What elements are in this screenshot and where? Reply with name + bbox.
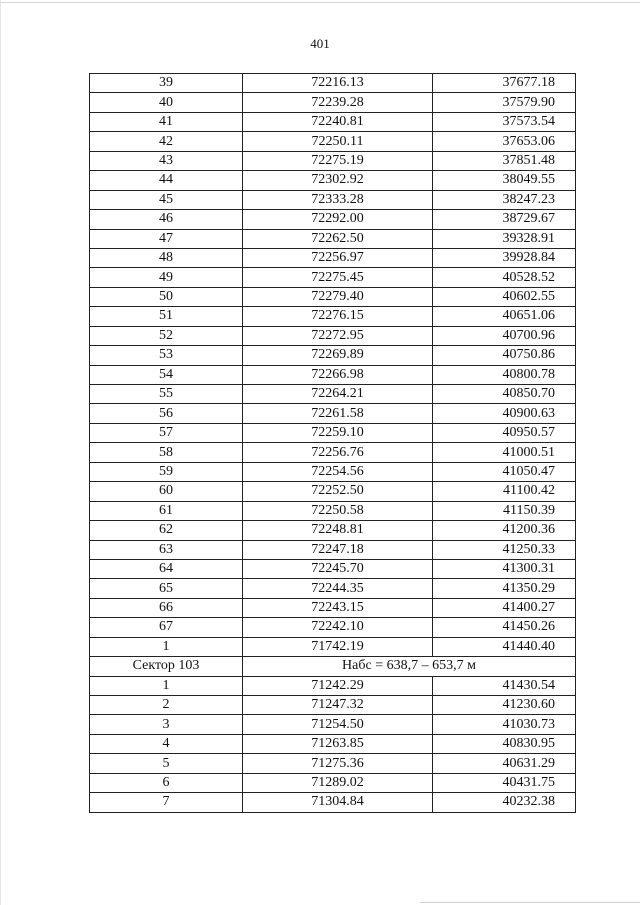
table-row	[90, 404, 576, 423]
point-number-cell: 49	[90, 268, 243, 287]
y-coordinate-cell: 40830.95	[433, 734, 576, 753]
y-coordinate-cell: 37579.90	[433, 93, 576, 112]
scan-bottom-mark	[420, 902, 640, 903]
y-coordinate-cell: 40900.63	[433, 404, 576, 423]
x-coordinate-cell: 72256.97	[243, 248, 433, 267]
table-row	[90, 171, 576, 190]
x-coordinate-cell: 72333.28	[243, 190, 433, 209]
coordinates-table-container	[89, 73, 576, 813]
y-coordinate-cell: 40651.06	[433, 307, 576, 326]
sector-label: Сектор 103	[90, 657, 243, 676]
y-coordinate-cell: 37573.54	[433, 112, 576, 131]
x-coordinate-cell: 72275.19	[243, 151, 433, 170]
x-coordinate-cell: 72269.89	[243, 346, 433, 365]
point-number-cell: 57	[90, 423, 243, 442]
y-coordinate-cell: 41230.60	[433, 696, 576, 715]
y-coordinate-cell: 41250.33	[433, 540, 576, 559]
x-coordinate-cell: 72250.58	[243, 501, 433, 520]
point-number-cell: 45	[90, 190, 243, 209]
point-number-cell: 61	[90, 501, 243, 520]
x-coordinate-cell: 72243.15	[243, 598, 433, 617]
y-coordinate-cell: 40850.70	[433, 385, 576, 404]
table-body-bottom	[90, 676, 576, 812]
point-number-cell: 63	[90, 540, 243, 559]
x-coordinate-cell: 72250.11	[243, 132, 433, 151]
y-coordinate-cell: 38729.67	[433, 210, 576, 229]
y-coordinate-cell: 37677.18	[433, 74, 576, 93]
table-row	[90, 696, 576, 715]
y-coordinate-cell: 41150.39	[433, 501, 576, 520]
x-coordinate-cell: 72240.81	[243, 112, 433, 131]
point-number-cell: 42	[90, 132, 243, 151]
table-row	[90, 132, 576, 151]
y-coordinate-cell: 37851.48	[433, 151, 576, 170]
x-coordinate-cell: 72276.15	[243, 307, 433, 326]
point-number-cell: 3	[90, 715, 243, 734]
y-coordinate-cell: 39328.91	[433, 229, 576, 248]
table-row	[90, 521, 576, 540]
scan-top-edge	[0, 2, 640, 3]
y-coordinate-cell: 41400.27	[433, 598, 576, 617]
table-row	[90, 462, 576, 481]
x-coordinate-cell: 72279.40	[243, 287, 433, 306]
y-coordinate-cell: 37653.06	[433, 132, 576, 151]
x-coordinate-cell: 71242.29	[243, 676, 433, 695]
point-number-cell: 52	[90, 326, 243, 345]
y-coordinate-cell: 41450.26	[433, 618, 576, 637]
x-coordinate-cell: 71275.36	[243, 754, 433, 773]
scan-left-edge	[0, 0, 1, 905]
point-number-cell: 56	[90, 404, 243, 423]
x-coordinate-cell: 72248.81	[243, 521, 433, 540]
y-coordinate-cell: 39928.84	[433, 248, 576, 267]
y-coordinate-cell: 40528.52	[433, 268, 576, 287]
table-row	[90, 248, 576, 267]
table-row	[90, 423, 576, 442]
point-number-cell: 58	[90, 443, 243, 462]
x-coordinate-cell: 71742.19	[243, 637, 433, 656]
table-row	[90, 482, 576, 501]
table-row	[90, 346, 576, 365]
sector-row-group	[90, 657, 576, 676]
y-coordinate-cell: 40232.38	[433, 793, 576, 812]
point-number-cell: 46	[90, 210, 243, 229]
table-row	[90, 326, 576, 345]
y-coordinate-cell: 41440.40	[433, 637, 576, 656]
y-coordinate-cell: 41100.42	[433, 482, 576, 501]
point-number-cell: 48	[90, 248, 243, 267]
table-row	[90, 676, 576, 695]
sector-header-row	[90, 657, 576, 676]
x-coordinate-cell: 72275.45	[243, 268, 433, 287]
y-coordinate-cell: 40431.75	[433, 773, 576, 792]
point-number-cell: 59	[90, 462, 243, 481]
point-number-cell: 65	[90, 579, 243, 598]
point-number-cell: 5	[90, 754, 243, 773]
table-row	[90, 579, 576, 598]
x-coordinate-cell: 72216.13	[243, 74, 433, 93]
y-coordinate-cell: 40800.78	[433, 365, 576, 384]
x-coordinate-cell: 72242.10	[243, 618, 433, 637]
point-number-cell: 54	[90, 365, 243, 384]
table-row	[90, 190, 576, 209]
y-coordinate-cell: 38049.55	[433, 171, 576, 190]
table-row	[90, 307, 576, 326]
x-coordinate-cell: 71247.32	[243, 696, 433, 715]
sector-elevation-range: Набс = 638,7 – 653,7 м	[243, 657, 576, 676]
page-number: 401	[310, 36, 330, 51]
table-row	[90, 443, 576, 462]
x-coordinate-cell: 72254.56	[243, 462, 433, 481]
table-row	[90, 637, 576, 656]
point-number-cell: 7	[90, 793, 243, 812]
table-row	[90, 210, 576, 229]
x-coordinate-cell: 72272.95	[243, 326, 433, 345]
point-number-cell: 62	[90, 521, 243, 540]
table-row	[90, 93, 576, 112]
x-coordinate-cell: 72292.00	[243, 210, 433, 229]
x-coordinate-cell: 71254.50	[243, 715, 433, 734]
point-number-cell: 47	[90, 229, 243, 248]
point-number-cell: 67	[90, 618, 243, 637]
y-coordinate-cell: 41200.36	[433, 521, 576, 540]
y-coordinate-cell: 41050.47	[433, 462, 576, 481]
table-row	[90, 773, 576, 792]
x-coordinate-cell: 71263.85	[243, 734, 433, 753]
table-row	[90, 74, 576, 93]
x-coordinate-cell: 72259.10	[243, 423, 433, 442]
point-number-cell: 44	[90, 171, 243, 190]
point-number-cell: 39	[90, 74, 243, 93]
y-coordinate-cell: 38247.23	[433, 190, 576, 209]
table-body-top	[90, 74, 576, 657]
point-number-cell: 50	[90, 287, 243, 306]
coordinates-table	[89, 73, 576, 813]
table-row	[90, 151, 576, 170]
table-row	[90, 754, 576, 773]
table-row	[90, 618, 576, 637]
table-row	[90, 365, 576, 384]
table-row	[90, 715, 576, 734]
point-number-cell: 6	[90, 773, 243, 792]
point-number-cell: 53	[90, 346, 243, 365]
y-coordinate-cell: 41000.51	[433, 443, 576, 462]
y-coordinate-cell: 40631.29	[433, 754, 576, 773]
point-number-cell: 43	[90, 151, 243, 170]
table-row	[90, 734, 576, 753]
y-coordinate-cell: 41030.73	[433, 715, 576, 734]
point-number-cell: 1	[90, 676, 243, 695]
x-coordinate-cell: 72264.21	[243, 385, 433, 404]
point-number-cell: 64	[90, 559, 243, 578]
x-coordinate-cell: 72262.50	[243, 229, 433, 248]
point-number-cell: 1	[90, 637, 243, 656]
point-number-cell: 60	[90, 482, 243, 501]
x-coordinate-cell: 72252.50	[243, 482, 433, 501]
table-row	[90, 229, 576, 248]
x-coordinate-cell: 71304.84	[243, 793, 433, 812]
table-row	[90, 385, 576, 404]
table-row	[90, 287, 576, 306]
x-coordinate-cell: 71289.02	[243, 773, 433, 792]
x-coordinate-cell: 72256.76	[243, 443, 433, 462]
table-row	[90, 268, 576, 287]
x-coordinate-cell: 72266.98	[243, 365, 433, 384]
table-row	[90, 501, 576, 520]
point-number-cell: 55	[90, 385, 243, 404]
point-number-cell: 2	[90, 696, 243, 715]
x-coordinate-cell: 72247.18	[243, 540, 433, 559]
y-coordinate-cell: 41300.31	[433, 559, 576, 578]
x-coordinate-cell: 72261.58	[243, 404, 433, 423]
x-coordinate-cell: 72239.28	[243, 93, 433, 112]
point-number-cell: 4	[90, 734, 243, 753]
table-row	[90, 559, 576, 578]
x-coordinate-cell: 72244.35	[243, 579, 433, 598]
table-row	[90, 112, 576, 131]
x-coordinate-cell: 72302.92	[243, 171, 433, 190]
y-coordinate-cell: 41350.29	[433, 579, 576, 598]
table-row	[90, 598, 576, 617]
point-number-cell: 66	[90, 598, 243, 617]
table-row	[90, 540, 576, 559]
point-number-cell: 41	[90, 112, 243, 131]
table-row	[90, 793, 576, 812]
y-coordinate-cell: 40750.86	[433, 346, 576, 365]
point-number-cell: 40	[90, 93, 243, 112]
x-coordinate-cell: 72245.70	[243, 559, 433, 578]
y-coordinate-cell: 40700.96	[433, 326, 576, 345]
y-coordinate-cell: 40950.57	[433, 423, 576, 442]
y-coordinate-cell: 40602.55	[433, 287, 576, 306]
y-coordinate-cell: 41430.54	[433, 676, 576, 695]
point-number-cell: 51	[90, 307, 243, 326]
